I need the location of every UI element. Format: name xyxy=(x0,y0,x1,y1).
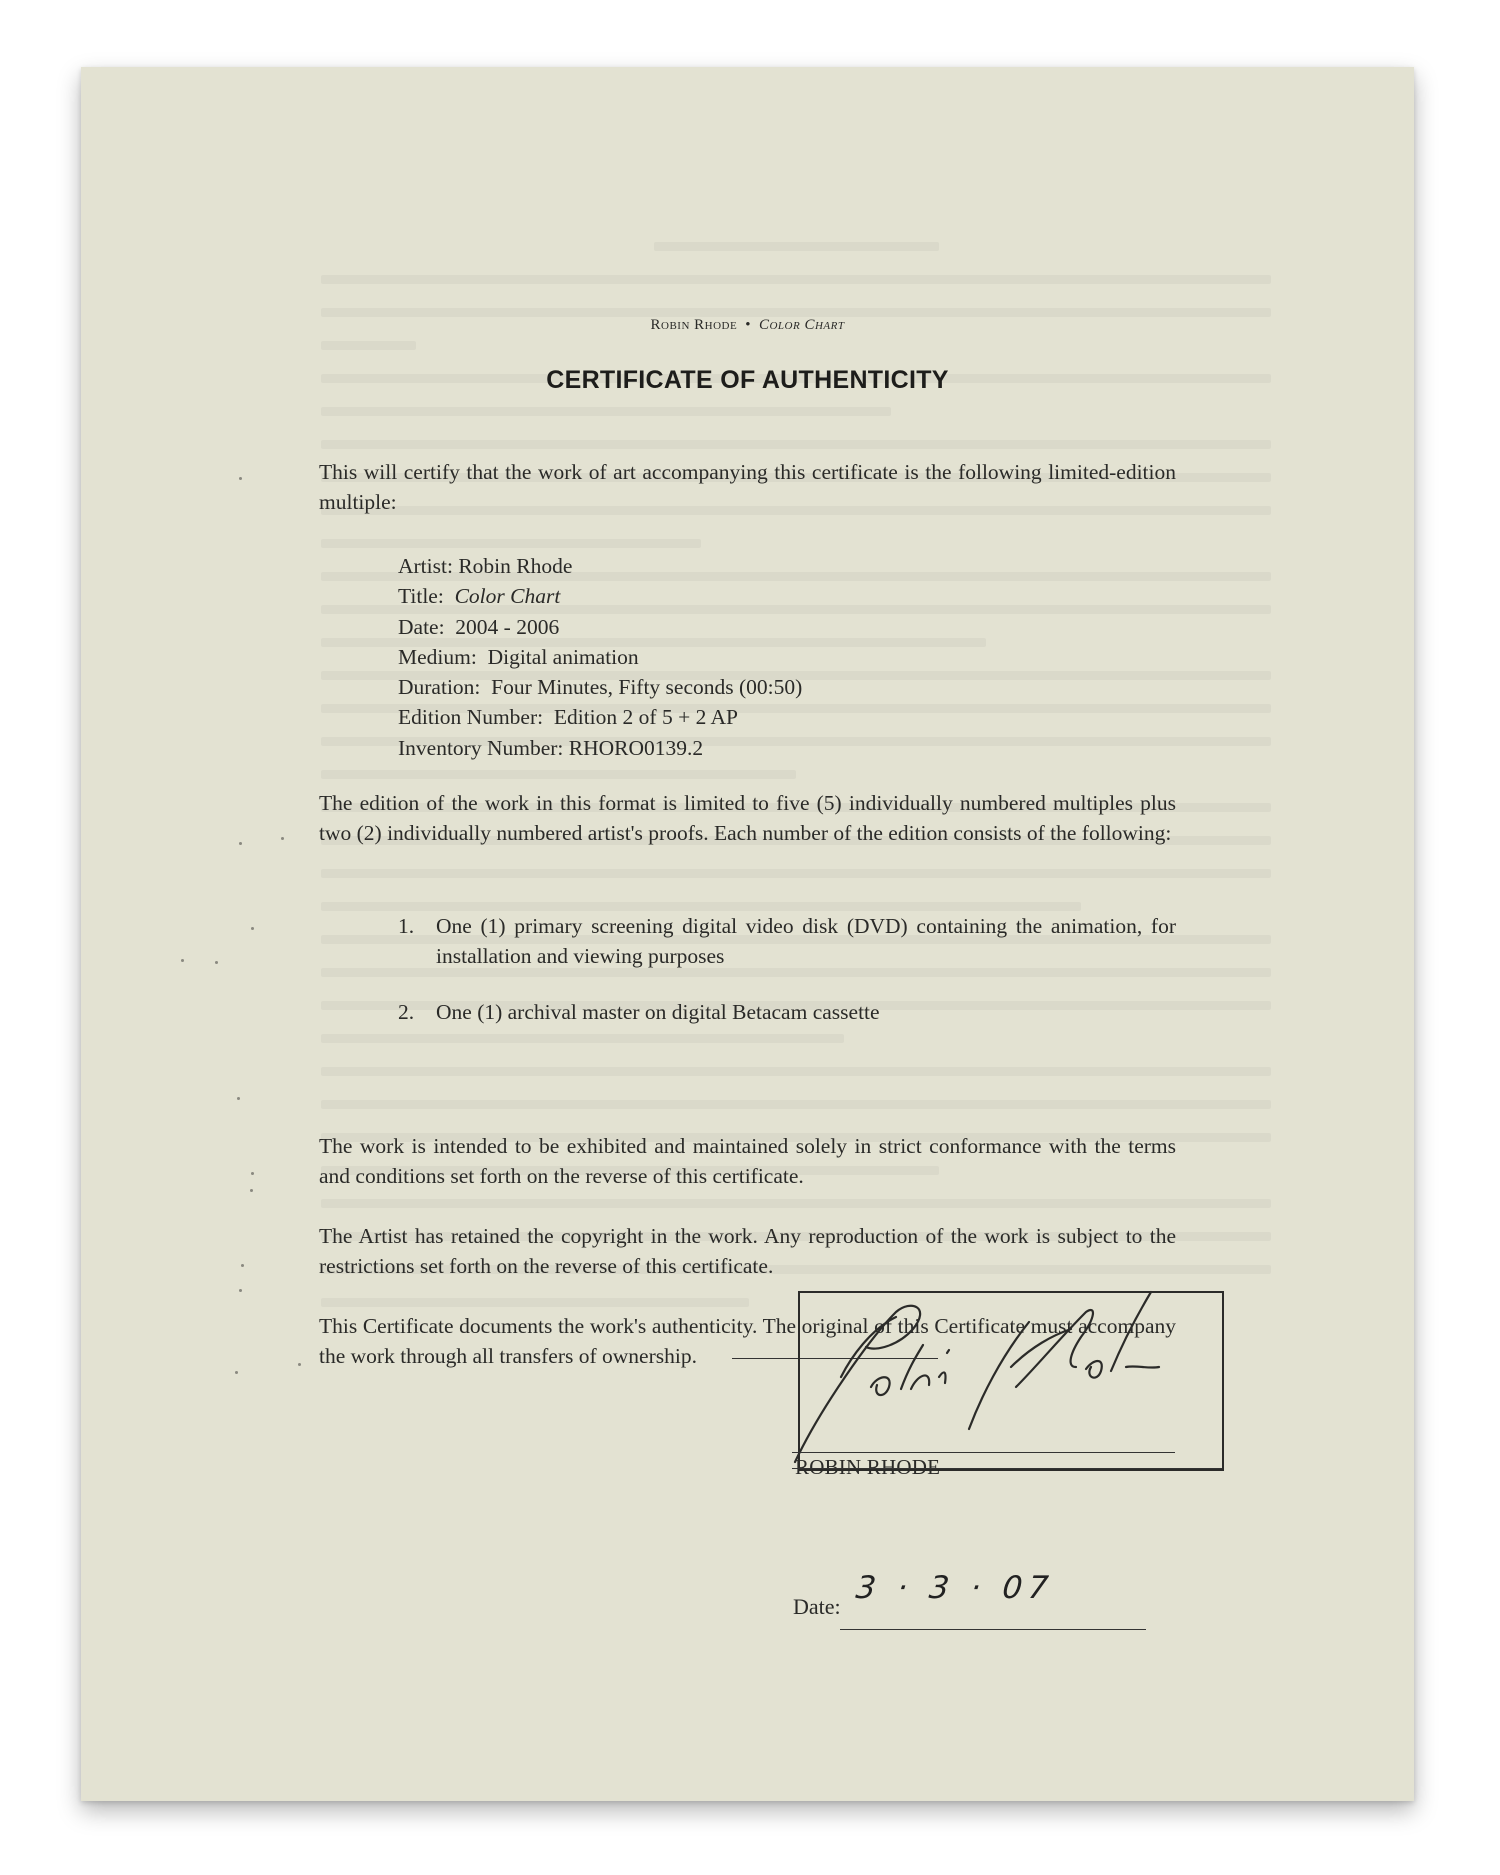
header-separator: • xyxy=(745,317,751,333)
date-line xyxy=(840,1629,1146,1630)
detail-inventory: Inventory Number: RHORO0139.2 xyxy=(398,735,704,760)
signature-line xyxy=(792,1452,1175,1453)
edition-paragraph: The edition of the work in this format is limited to five (5) individually numbered multiples plus two (2) individually numbered artist's proofs. Each number of the edition consists of the following: xyxy=(319,791,1176,845)
certificate-paper xyxy=(81,67,1414,1801)
detail-medium: Medium: Digital animation xyxy=(398,644,639,669)
signatory-name: ROBIN RHODE xyxy=(795,1455,941,1479)
header-work: Color Chart xyxy=(758,317,845,333)
detail-date: Date: 2004 - 2006 xyxy=(398,614,560,639)
detail-title-label: Title: xyxy=(398,584,455,609)
date-value: 3 · 3 · 07 xyxy=(854,1570,1056,1606)
header-artist: Robin Rhode xyxy=(650,317,738,333)
list-item-text: One (1) archival master on digital Betacam cassette xyxy=(436,1000,880,1024)
detail-duration: Duration: Four Minutes, Fifty seconds (00:50) xyxy=(398,675,803,700)
list-item-text: One (1) primary screening digital video disk (DVD) containing the animation, for installation and viewing purposes xyxy=(436,914,1176,968)
handwritten-signature xyxy=(81,67,1414,1801)
authenticity-paragraph: This Certificate documents the work's authenticity. The original of this Certificate must accompany the work through all transfers of ownership. xyxy=(319,1314,1176,1368)
detail-title-value: Color Chart xyxy=(454,584,561,609)
detail-edition: Edition Number: Edition 2 of 5 + 2 AP xyxy=(398,705,738,730)
date-label: Date: xyxy=(793,1594,841,1619)
certificate-title: CERTIFICATE OF AUTHENTICITY xyxy=(546,366,949,394)
intro-paragraph: This will certify that the work of art accompanying this certificate is the following limited-edition multiple: xyxy=(319,460,1176,514)
copyright-paragraph: The Artist has retained the copyright in the work. Any reproduction of the work is subject to the restrictions set forth on the reverse of this certificate. xyxy=(319,1224,1176,1278)
signatory-strike-line xyxy=(792,1468,1222,1469)
exhibition-paragraph: The work is intended to be exhibited and maintained solely in strict conformance with the terms and conditions set forth on the reverse of this certificate. xyxy=(319,1134,1176,1188)
detail-artist: Artist: Robin Rhode xyxy=(398,554,573,578)
list-item-number: 1. xyxy=(398,914,415,938)
list-item-number: 2. xyxy=(398,1000,415,1024)
